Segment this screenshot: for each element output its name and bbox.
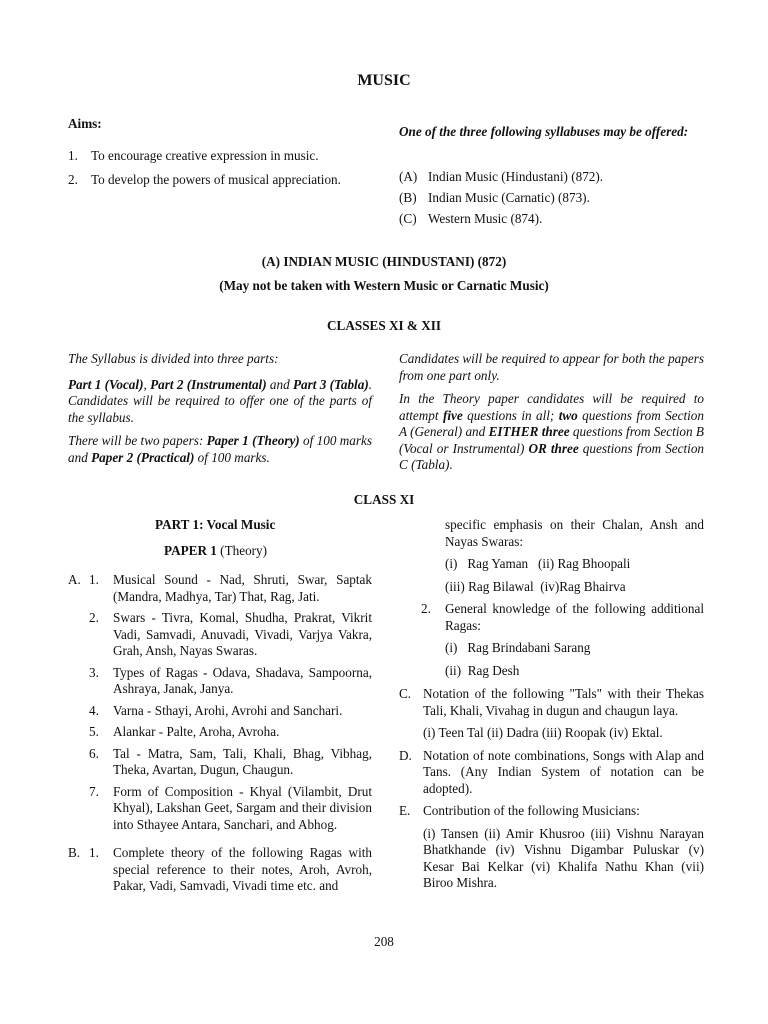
- list-item: 3. Types of Ragas - Odava, Shadava, Sampoorna, Ashraya, Janak, Janya.: [89, 664, 372, 696]
- list-item: 7. Form of Composition - Khyal (Vilambit, Drut Khyal), Lakshan Geet, Sargam and their division into Sthayee Antara, Sanchari, and Abhog.: [89, 783, 372, 832]
- syllabus-option: (B) Indian Music (Carnatic) (873).: [399, 190, 590, 205]
- syllabus-option: (A) Indian Music (Hindustani) (872).: [399, 169, 604, 184]
- list-item: 2. General knowledge of the following additional Ragas:: [421, 601, 704, 633]
- section-a-list: [68, 572, 372, 895]
- aims-heading: Aims:: [68, 116, 102, 131]
- section-a-heading: (A) INDIAN MUSIC (HINDUSTANI) (872): [261, 254, 507, 269]
- list-item: E. Contribution of the following Musicians:: [399, 803, 640, 818]
- part-heading: PART 1: Vocal Music: [155, 517, 276, 532]
- list-item: 5. Alankar - Palte, Aroha, Avroha.: [89, 724, 280, 739]
- page-title: MUSIC: [357, 72, 411, 89]
- syllabus-option: (C) Western Music (874).: [399, 211, 543, 226]
- list-item: 2. Swars - Tivra, Komal, Shudha, Prakrat, Vikrit Vadi, Samvadi, Anuvadi, Vivadi, Varjya Vakra, Grah, Ansh, Nayas Swaras.: [89, 610, 372, 658]
- list-item: 6. Tal - Matra, Sam, Tali, Khali, Bhag, Vibhag, Theka, Avartan, Dugun, Chaugun.: [89, 745, 372, 777]
- list-item: 4. Varna - Sthayi, Arohi, Avrohi and Sanchari.: [89, 702, 343, 718]
- aim-item: 2. To develop the powers of musical appreciation.: [68, 172, 341, 187]
- syllabus-intro-left: The Syllabus is divided into three parts: Part 1 (Vocal), Part 2 (Instrumental) and Part 3 (Tabla). Candidates will be required to offer one of the parts of the syllabus. There will be two papers: Paper 1 (Theory) of 100 marks and Paper 2 (Practical) of 100 marks.: [68, 351, 373, 465]
- syllabus-intro-right: Candidates will be required to appear for both the papers from one part only. In the Theory paper candidates will be required to attempt five questions in all; two questions from Section A (General) and EITHER three questions from Section B (Vocal or Instrumental) OR three questions from Section C (Tabla).: [399, 351, 705, 472]
- page-number: 208: [374, 934, 394, 949]
- classes-heading: CLASSES XI & XII: [327, 318, 441, 333]
- right-column: specific emphasis on their Chalan, Ansh and Nayas Swaras: (i) Rag Yaman (ii) Rag Bhoopali (iii) Rag Bilawal (iv)Rag Bhairva 2. General knowledge of the following additional Ragas: (i) Rag Brindabani Sarang (ii) Rag Desh C. Notation of the following "Tals" with their Thekas Tali, Khali, Vivahag in dugun and chaugun laya. (i) Teen Tal (ii) Dadra (iii) Roopak (iv) Ektal. D. Notation of note combinations, Songs with Alap and Tans. (Any Indian System of notation can be adopted). E. Contribution of the following Musicians: (i) Tansen (ii) Amir Khusroo (iii) Vishnu Narayan Bhatkhande (iv) Vishnu Digambar Puluskar (v) Kesar Bai Kelkar (vi) Khalifa Nathu Khan (vii) Biroo Mishra.: [399, 517, 704, 890]
- aim-item: 1. To encourage creative expression in music.: [68, 148, 319, 163]
- class-xi-heading: CLASS XI: [353, 492, 415, 507]
- syllabus-options-intro: One of the three following syllabuses may be offered:: [399, 124, 689, 139]
- list-item: B. 1. Complete theory of the following Ragas with special reference to their notes, Aroh, Avroh, Pakar, Vadi, Samvadi, Vivadi time etc. and: [68, 845, 372, 893]
- list-item: A. 1. Musical Sound - Nad, Shruti, Swar, Saptak (Mandra, Madhya, Tar) That, Rag, Jati.: [68, 572, 372, 604]
- paper-heading: PAPER 1 (Theory): [164, 543, 268, 558]
- section-a-subheading: (May not be taken with Western Music or Carnatic Music): [219, 278, 549, 293]
- list-item: C. Notation of the following "Tals" with their Thekas Tali, Khali, Vivahag in dugun and chaugun laya.: [399, 686, 704, 718]
- list-item: D. Notation of note combinations, Songs with Alap and Tans. (Any Indian System of notation can be adopted).: [399, 747, 704, 796]
